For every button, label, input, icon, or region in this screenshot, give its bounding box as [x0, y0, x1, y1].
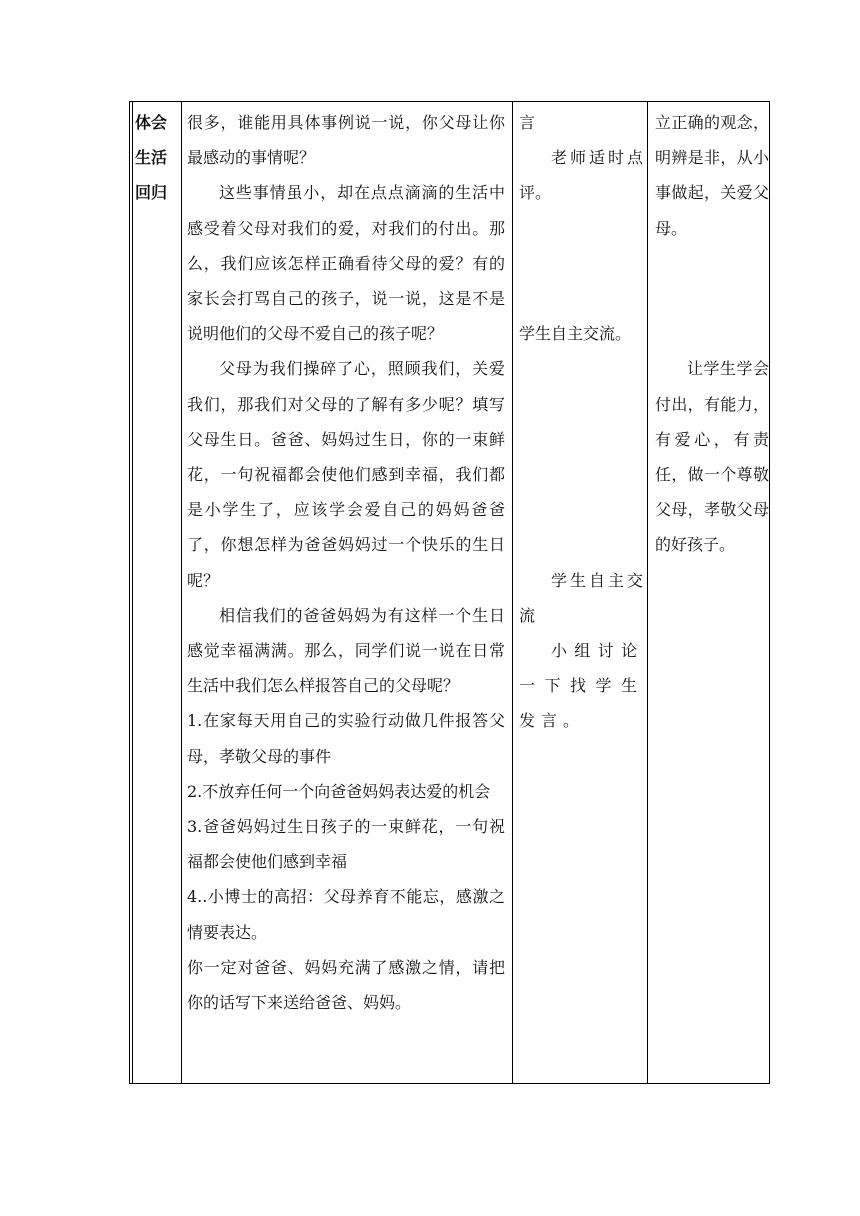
lesson-plan-table	[129, 101, 770, 1084]
content-paragraph: 很多，谁能用具体事例说一说，你父母让你最感动的事情呢？	[187, 113, 505, 168]
table-border-top	[129, 101, 770, 102]
content-paragraph: 相信我们的爸爸妈妈为有这样一个生日感觉幸福满满。那么，同学们说一说在日常生活中我们怎么样报答自己的父母呢？	[187, 605, 505, 696]
activity-text: 言	[519, 113, 536, 132]
list-item: 2.不放弃任何一个向爸爸妈妈表达爱的机会	[187, 781, 491, 801]
content-paragraph: 这些事情虽小，却在点点滴滴的生活中感受着父母对我们的爱，对我们的付出。那么，我们应该怎样正确看待父母的爱？有的家长会打骂自己的孩子，说一说，这是不是说明他们的父母不爱自己的孩子呢？	[187, 183, 505, 344]
column-divider	[647, 101, 648, 1084]
section-label-line: 生活	[135, 148, 168, 167]
list-item: 4..小博士的高招：父母养育不能忘，感激之情要表达。	[187, 887, 505, 942]
table-border-left-inner	[132, 101, 133, 1084]
activity-text: 学生自主交流。	[519, 324, 632, 344]
intent-text: 让学生学会付出，有能力，有爱心，有责任，做一个尊敬父母，孝敬父母的好孩子。	[655, 359, 769, 555]
table-border-left	[129, 101, 130, 1084]
content-paragraph: 你一定对爸爸、妈妈充满了感激之情，请把你的话写下来送给爸爸、妈妈。	[187, 957, 505, 1013]
content-paragraph: 父母为我们操碎了心，照顾我们，关爱我们，那我们对父母的了解有多少呢？填写父母生日。爸爸、妈妈过生日，你的一束鲜花，一句祝福都会使他们感到幸福，我们都是小学生了，应该学会爱自己的妈妈爸爸了，你想怎样为爸爸妈妈过一个快乐的生日呢？	[187, 359, 505, 590]
column-divider	[181, 101, 182, 1084]
section-label-line: 回归	[135, 183, 168, 202]
teacher-content-cell	[187, 105, 505, 1020]
intent-text: 立正确的观念，明辨是非，从小事做起，关爱父母。	[655, 113, 769, 238]
design-intent-cell	[655, 105, 769, 563]
activity-text: 老师适时点评。	[519, 148, 643, 203]
table-border-right	[769, 101, 770, 1084]
section-label	[135, 105, 179, 210]
activity-text: 小组讨论一下找学生发言。	[519, 641, 643, 731]
table-border-bottom	[129, 1083, 770, 1084]
activity-text: 学生自主交流	[519, 570, 643, 625]
section-label-line: 体会	[135, 113, 168, 132]
list-item: 3.爸爸妈妈过生日孩子的一束鲜花，一句祝福都会使他们感到幸福	[187, 817, 505, 872]
list-item: 1.在家每天用自己的实验行动做几件报答父母，孝敬父母的事件	[187, 711, 505, 766]
student-activity-cell	[519, 105, 643, 739]
column-divider	[512, 101, 513, 1084]
